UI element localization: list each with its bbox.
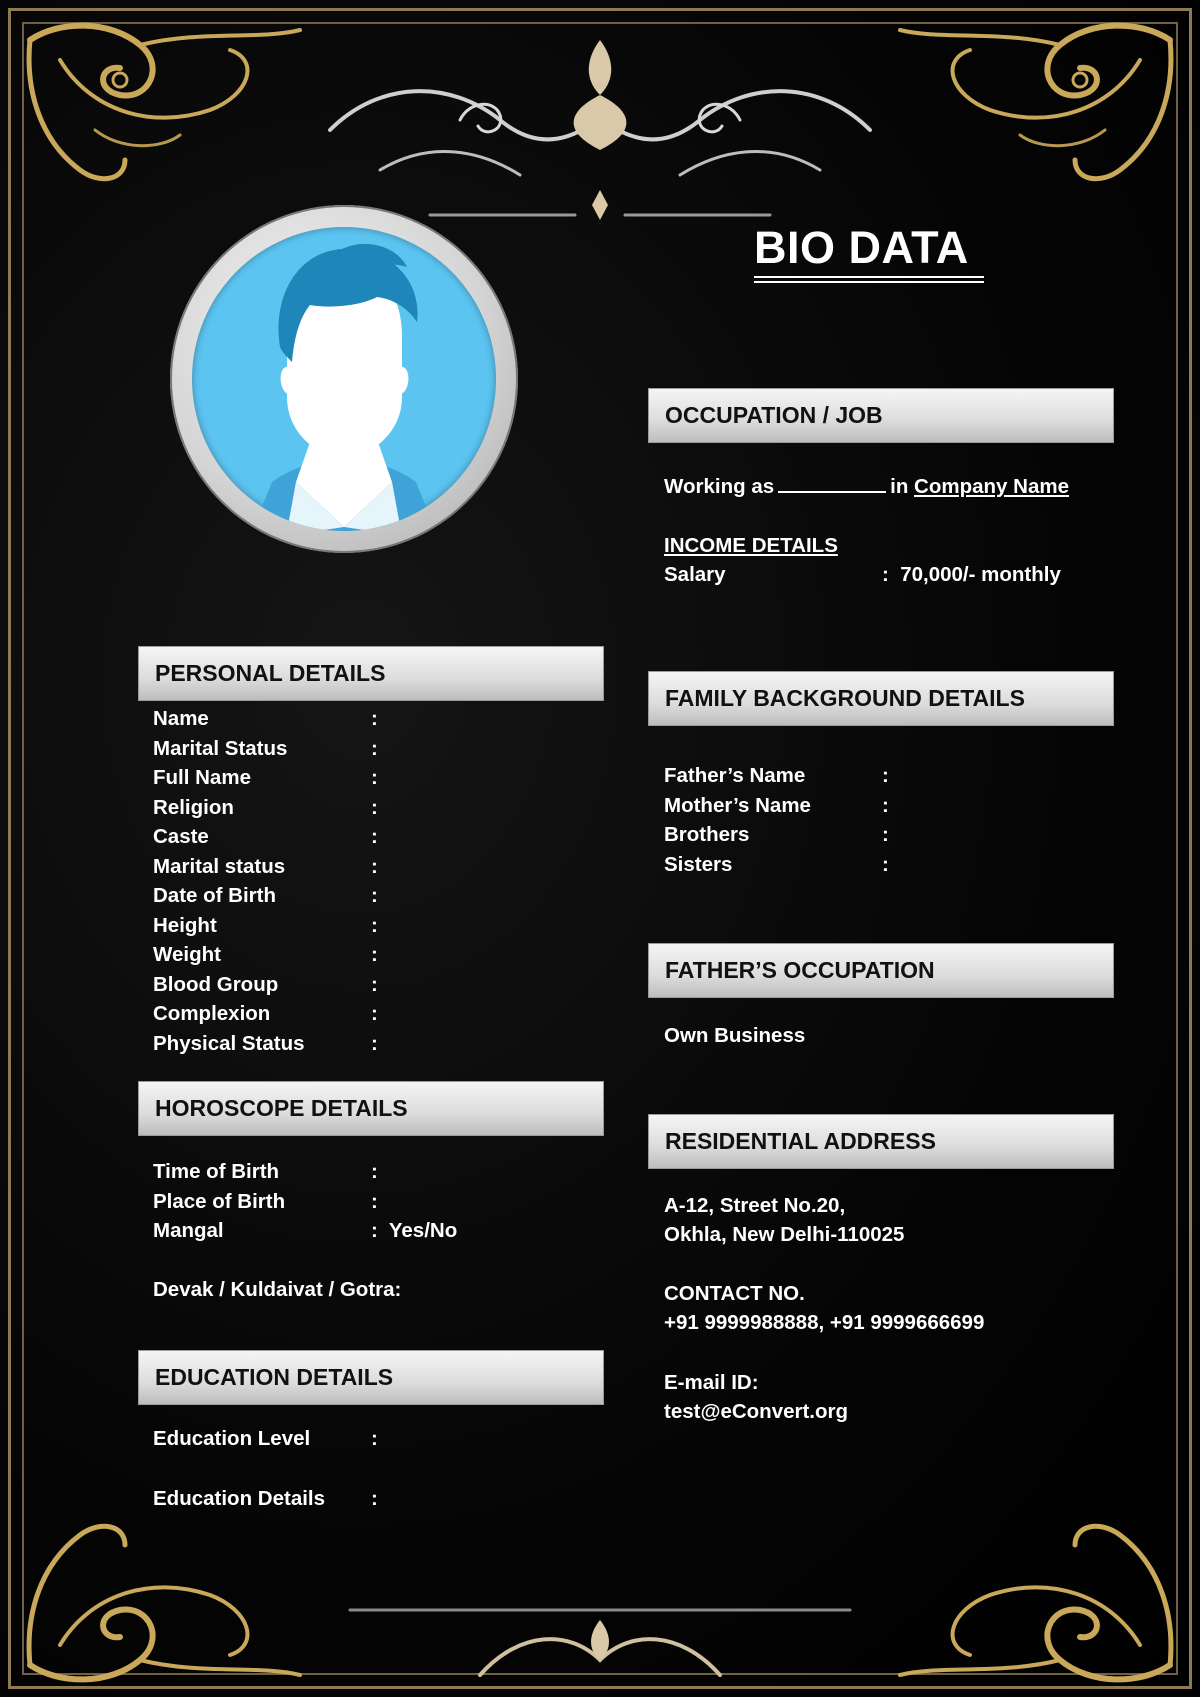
- salary-value: : 70,000/- monthly: [882, 563, 1061, 586]
- contact-label: CONTACT NO.: [664, 1282, 805, 1305]
- address-line-2: Okhla, New Delhi-110025: [664, 1223, 905, 1246]
- personal-row-label: Date of Birth: [153, 884, 276, 907]
- horoscope-row-label: Time of Birth: [153, 1160, 280, 1183]
- occupation-section-header: OCCUPATION / JOB: [648, 388, 1114, 443]
- profile-photo-frame: [170, 205, 518, 553]
- personal-row-label: Complexion: [153, 1002, 271, 1025]
- personal-row-sep: :: [371, 973, 378, 996]
- personal-row-label: Full Name: [153, 766, 251, 789]
- email-label: E-mail ID:: [664, 1371, 759, 1394]
- personal-row-sep: :: [371, 1032, 378, 1055]
- personal-row-sep: :: [371, 737, 378, 760]
- family-row-label: Mother’s Name: [664, 794, 811, 817]
- company-name: Company Name: [914, 475, 1069, 498]
- title-underline: [754, 276, 984, 278]
- working-as-line: Working as in Company Name: [664, 475, 1069, 498]
- income-details-label: INCOME DETAILS: [664, 534, 838, 557]
- personal-row-label: Weight: [153, 943, 221, 966]
- personal-row-sep: :: [371, 707, 378, 730]
- personal-row-label: Height: [153, 914, 217, 937]
- education-section-header: EDUCATION DETAILS: [138, 1350, 604, 1405]
- family-row-label: Father’s Name: [664, 764, 806, 787]
- personal-row-sep: :: [371, 943, 378, 966]
- mangal-value: : Yes/No: [371, 1219, 458, 1242]
- personal-row-sep: :: [371, 1002, 378, 1025]
- bottom-ornament-icon: [0, 1500, 1200, 1697]
- family-row-sep: :: [882, 853, 889, 876]
- horoscope-row-sep: :: [371, 1190, 378, 1213]
- personal-row-label: Marital status: [153, 855, 286, 878]
- personal-row-sep: :: [371, 884, 378, 907]
- education-row-label: Education Level: [153, 1427, 311, 1450]
- profile-photo[interactable]: [192, 227, 496, 531]
- personal-row-label: Religion: [153, 796, 234, 819]
- family-row-label: Sisters: [664, 853, 733, 876]
- personal-row-sep: :: [371, 796, 378, 819]
- personal-row-label: Name: [153, 707, 209, 730]
- personal-row-sep: :: [371, 825, 378, 848]
- address-line-1: A-12, Street No.20,: [664, 1194, 846, 1217]
- personal-row-sep: :: [371, 766, 378, 789]
- job-title-blank[interactable]: [778, 475, 886, 493]
- horoscope-row-sep: :: [371, 1160, 378, 1183]
- father-occupation-value: Own Business: [664, 1024, 806, 1047]
- family-row-sep: :: [882, 794, 889, 817]
- title-underline-2: [754, 281, 984, 283]
- personal-row-sep: :: [371, 855, 378, 878]
- family-row-sep: :: [882, 764, 889, 787]
- personal-row-label: Physical Status: [153, 1032, 305, 1055]
- horoscope-row-label: Place of Birth: [153, 1190, 286, 1213]
- person-avatar-icon: [192, 227, 496, 531]
- personal-row-label: Blood Group: [153, 973, 279, 996]
- horoscope-section-header: HOROSCOPE DETAILS: [138, 1081, 604, 1136]
- gotra-label: Devak / Kuldaivat / Gotra:: [153, 1278, 402, 1301]
- contact-value: +91 9999988888, +91 9999666699: [664, 1311, 985, 1334]
- family-row-sep: :: [882, 823, 889, 846]
- horoscope-row-label: Mangal: [153, 1219, 224, 1242]
- personal-row-label: Caste: [153, 825, 209, 848]
- education-row-label: Education Details: [153, 1487, 326, 1510]
- page-title: BIO DATA: [754, 222, 969, 273]
- education-row-sep: :: [371, 1427, 378, 1450]
- family-row-label: Brothers: [664, 823, 750, 846]
- personal-row-sep: :: [371, 914, 378, 937]
- family-section-header: FAMILY BACKGROUND DETAILS: [648, 671, 1114, 726]
- salary-label: Salary: [664, 563, 726, 586]
- education-row-sep: :: [371, 1487, 378, 1510]
- top-ornament-icon: [0, 0, 1200, 230]
- address-section-header: RESIDENTIAL ADDRESS: [648, 1114, 1114, 1169]
- email-value[interactable]: test@eConvert.org: [664, 1400, 849, 1423]
- father-occupation-section-header: FATHER’S OCCUPATION: [648, 943, 1114, 998]
- personal-section-header: PERSONAL DETAILS: [138, 646, 604, 701]
- personal-row-label: Marital Status: [153, 737, 288, 760]
